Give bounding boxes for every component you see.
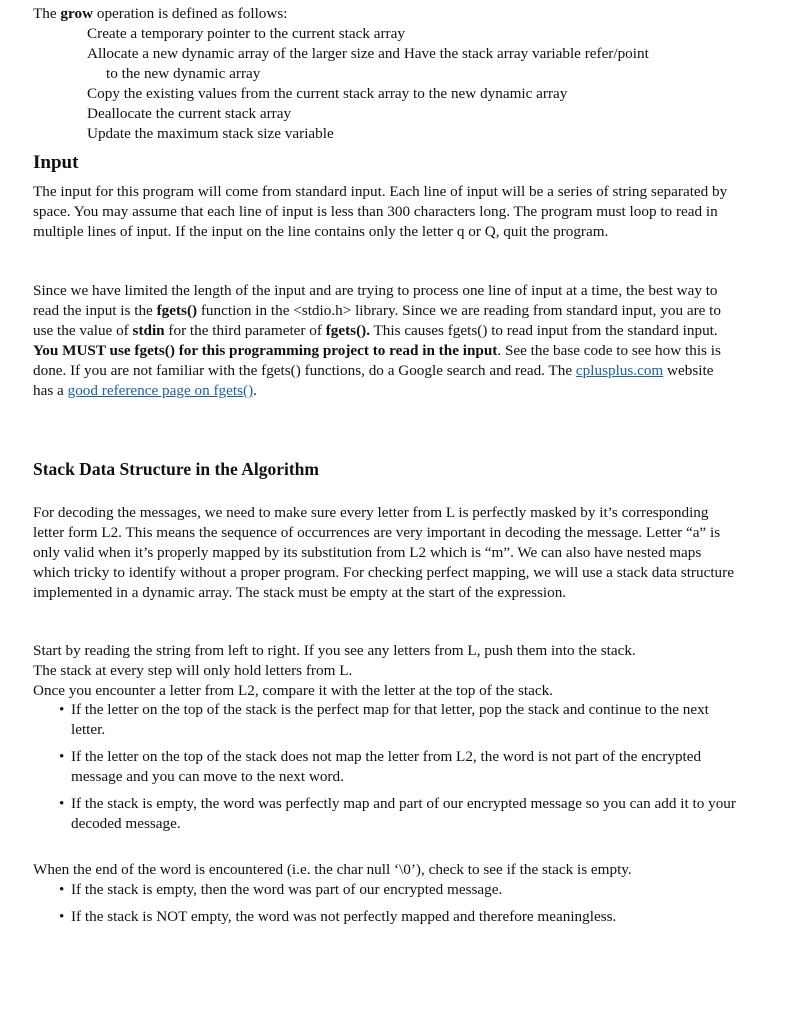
input-heading: Input [33,152,79,173]
bullet-icon: • [59,881,65,898]
bullet-icon: • [59,701,65,718]
end-rules-list [57,880,737,927]
end-of-word-paragraph: When the end of the word is encountered (i.e. the char null ‘\0’), check to see if the stack is empty. [33,861,632,878]
grow-steps-list [87,24,733,144]
decoding-paragraph: For decoding the messages, we need to make sure every letter from L is perfectly masked by it’s corresponding letter form L2. This means the sequence of occurrences are very important in decoding the message. Letter “a” is only valid when it’s properly mapped by its substitution from L2 which is “m”. We can also have nested maps which tricky to identify without a proper program. For checking perfect mapping, we will use a stack data structure implemented in a dynamic array. The stack must be empty at the start of the expression. [33,504,734,601]
grow-operation-block [33,4,733,144]
list-item: • If the stack is empty, the word was perfectly map and part of our encrypted message so you can add it to your decoded message. [59,795,736,832]
grow-step: Allocate a new dynamic array of the larger size and Have the stack array variable refer/point [87,45,649,62]
fgets-paragraph: Since we have limited the length of the input and are trying to process one line of input at a time, the best way to read the input is the fgets() function in the <stdio.h> library. Since we are reading from standard input, you are to use the value of stdin for the third parameter of fgets(). This causes fgets() to read input from the standard input. You MUST use fgets() for this programming project to read in the input. See the base code to see how this is done. If you are not familiar with the fgets() functions, do a Google search and read. The cplusplus.com website has a good reference page on fgets(). [33,282,722,399]
grow-step: Copy the existing values from the current stack array to the new dynamic array [87,85,568,102]
grow-step: Create a temporary pointer to the current stack array [87,25,405,42]
algorithm-paragraph: Start by reading the string from left to right. If you see any letters from L, push them into the stack. The stack at every step will only hold letters from L. Once you encounter a letter from L2, compare it with the letter at the top of the stack. [33,642,636,699]
fgets-bold: fgets() [156,302,198,319]
fgets-reference-link[interactable]: good reference page on fgets() [67,382,254,399]
grow-step: Update the maximum stack size variable [87,125,334,142]
stdin-bold: stdin [132,322,165,339]
list-item: • If the letter on the top of the stack does not map the letter from L2, the word is not part of the encrypted message and you can move to the next word. [59,748,702,785]
stack-section-heading: Stack Data Structure in the Algorithm [33,459,319,479]
must-use-fgets-notice: You MUST use fgets() for this programming project to read in the input [33,342,498,359]
list-item: • If the letter on the top of the stack is the perfect map for that letter, pop the stack and continue to the next letter. [59,701,709,738]
grow-step: Deallocate the current stack array [87,105,292,122]
fgets-param-bold: fgets(). [325,322,370,339]
bullet-icon: • [59,748,65,765]
list-item: • If the stack is empty, then the word was part of our encrypted message. [59,881,503,898]
grow-keyword: grow [60,5,94,22]
compare-rules-list [57,700,737,834]
list-item: • If the stack is NOT empty, the word was not perfectly mapped and therefore meaningless. [59,908,617,925]
cplusplus-link[interactable]: cplusplus.com [575,362,664,379]
bullet-icon: • [59,795,65,812]
input-paragraph: The input for this program will come from standard input. Each line of input will be a series of string separated by space. You may assume that each line of input is less than 300 characters long. The program must loop to read in multiple lines of input. If the input on the line contains only the letter q or Q, quit the program. [33,183,728,240]
bullet-icon: • [59,908,65,925]
grow-step-continuation: to the new dynamic array [106,65,261,82]
grow-intro: The grow operation is defined as follows: [33,5,288,22]
